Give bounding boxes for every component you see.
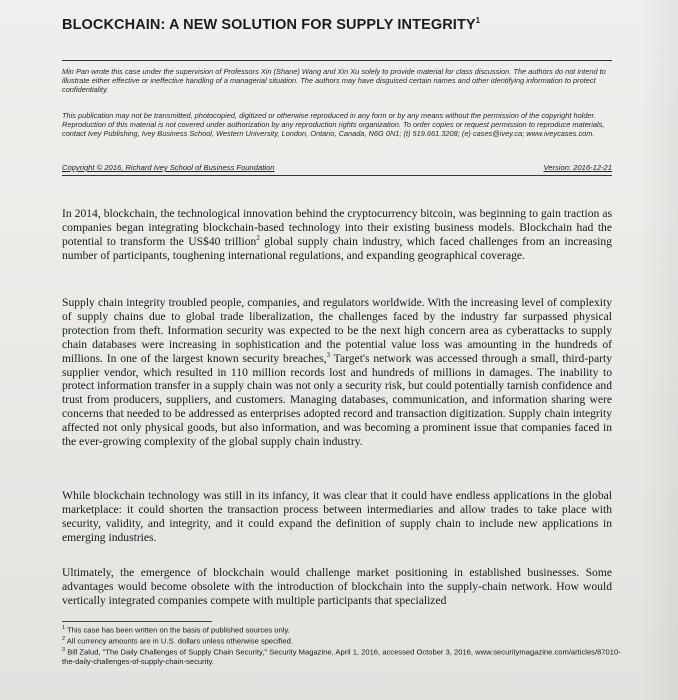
paragraph-1-part-a: In 2014, blockchain, the technological innovation behind the cryptocurrency bitcoin, was beginning to gain traction as companies began integrating blockchain-based technology into their existing business models. Blockchain had the potential to transform the US$40 trillion (62, 207, 612, 248)
paragraph-4: Ultimately, the emergence of blockchain would challenge market positioning in established businesses. Some advantages would become obsolete with the introduction of blockchain into the supply-chain network. How would vertically integrated companies compete with multiple participants that specialized (62, 566, 612, 607)
paragraph-3: While blockchain technology was still in its infancy, it was clear that it could have endless applications in the global marketplace: it could shorten the transaction process between intermediaries and allow trades to take place with security, validity, and integrity, and it could expand the definition of supply chain to include new applications in emerging industries. (62, 489, 612, 544)
footnote-marker: 3 (62, 647, 66, 654)
footnote-marker: 2 (62, 636, 66, 643)
paragraph-1-part-b: global supply chain industry, which faced challenges from an increasing number of participants, toughening international regulations, and expanding geographical coverage. (62, 234, 612, 262)
copyright-text: Copyright © 2016, Richard Ivey School of Business Foundation (62, 163, 275, 172)
header-bottom-rule (62, 175, 612, 176)
paragraph-2-part-a: Supply chain integrity troubled people, companies, and regulators worldwide. With the increasing level of complexity of supply chains due to global trade liberalization, the challenges faced by the industry far surpassed physical protection from theft. Information security was expected to be the next high concern area as cyberattacks to supply chain databases were increasing in sophistication and the potential value loss was amounting in the hundreds of millions. In one of the largest known security breaches, (62, 296, 612, 365)
footnote-1 (62, 624, 622, 635)
header-rule (62, 60, 612, 61)
document-title (62, 16, 480, 33)
footnote-2 (62, 635, 622, 646)
footnote-ref-3: 3 (326, 350, 331, 359)
version-text: Version: 2016-12-21 (543, 163, 612, 172)
footnote-text: Bill Zalud, "The Daily Challenges of Supply Chain Security," Security Magazine, April 1, 2016, accessed October 3, 2016, www.securitymagazine.com/articles/87010-the-daily-challenges-of-supply-chain-security. (62, 647, 621, 667)
title-footnote-marker: 1 (475, 16, 481, 25)
paragraph-2 (62, 296, 612, 449)
paragraph-1 (62, 207, 612, 263)
footnote-text: This case has been written on the basis of published sources only. (67, 625, 290, 635)
footnotes (62, 624, 622, 667)
authorship-notice: Min Pan wrote this case under the supervision of Professors Xin (Shane) Wang and Xin Xu solely to provide material for class discussion. The authors do not intend to illustrate either effective or ineffective handling of a managerial situation. The authors may have disguised certain names and other identifying information to protect confidentiality. (62, 67, 606, 94)
footnote-3 (62, 646, 622, 667)
page-edge-shadow (638, 0, 678, 700)
footnote-rule (62, 621, 212, 622)
footnote-ref-2: 2 (256, 233, 260, 242)
permission-notice: This publication may not be transmitted, photocopied, digitized or otherwise reproduced in any form or by any means without the permission of the copyright holder. Reproduction of this material is not covered under authorization by any reproduction rights organization. To order copies or request permission to reproduce materials, contact Ivey Publishing, Ivey Business School, Western University, London, Ontario, Canada, N6G 0N1; (t) 519.661.3208; (e) cases@ivey.ca; www.iveycases.com. (62, 111, 605, 138)
title-text: BLOCKCHAIN: A NEW SOLUTION FOR SUPPLY INTEGRITY (62, 16, 476, 33)
footnote-text: All currency amounts are in U.S. dollars unless otherwise specified. (66, 636, 293, 646)
footnote-marker: 1 (62, 625, 66, 631)
paragraph-2-part-b: Target's network was accessed through a small, third-party supplier vendor, which resulted in 110 million records lost and hundreds of millions in damages. The inability to protect information transfer in a supply chain was not only a security risk, but could potentially tarnish confidence and trust from producers, suppliers, and customers. Managing databases, communication, and information sharing were concerns that needed to be addressed as enterprises adopted record and transaction digitization. Supply chain integrity affected not only physical goods, but also information, and was becoming a prominent issue that companies faced in the ever-growing complexity of the global supply chain industry. (62, 351, 612, 449)
